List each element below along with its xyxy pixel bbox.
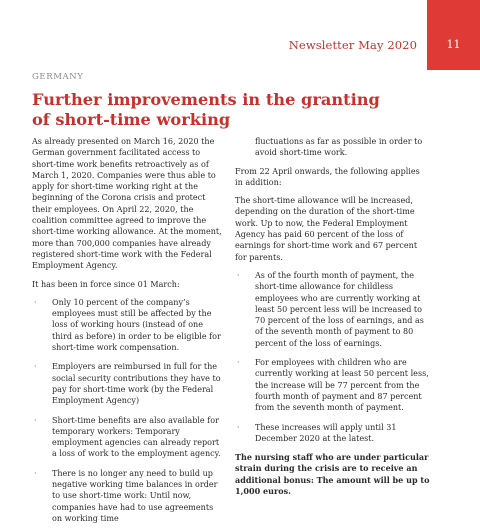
section-label: GERMANY [32, 72, 84, 82]
page-number-tab [427, 0, 480, 70]
page-number: 11 [446, 38, 461, 51]
in-force-paragraph: It has been in force since 01 March: [32, 279, 180, 289]
list-item [32, 297, 222, 353]
nursing-bonus-paragraph: The nursing staff who are under particular strain during the crisis are to receive an additional bonus: The amount will be up to 1,000 euros. [235, 452, 430, 497]
newsletter-header-title: Newsletter May 2020 [288, 38, 417, 52]
bullet-icon: · [34, 362, 37, 372]
list-item-text: There is no longer any need to build up negative working time balances in order to use short-time work: Until now, companies have had to use agreements on working time [52, 468, 218, 523]
bullet-icon: · [237, 422, 240, 432]
intro-paragraph: As already presented on March 16, 2020 the German government facilitated access to short-time work benefits retroactively as of March 1, 2020. Companies were thus able to apply for short-time working right at the beginning of the Corona crisis and protect their employees. On April 22, 2020, the coalition committee agreed to improve the short-time working allowance. At the moment, more than 700,000 companies have already registered short-time work with the Federal Employment Agency. [32, 137, 222, 271]
from-april-paragraph: From 22 April onwards, the following applies in addition: [235, 166, 420, 187]
list-item [235, 357, 430, 413]
right-column [235, 136, 430, 504]
list-item [32, 468, 222, 524]
list-item-text: As of the fourth month of payment, the short-time allowance for childless employees who are currently working at least 50 percent less will be increased to 70 percent of the loss of earnings, and as of the seventh month of payment to 80 percent of the loss of earnings. [255, 270, 424, 348]
list-item-text: Only 10 percent of the company’s employees must still be affected by the loss of working hours (instead of one third as before) in order to be eligible for short-time work compensation. [52, 297, 221, 353]
right-bullet-list [235, 270, 430, 444]
list-item-text: These increases will apply until 31 December 2020 at the latest. [255, 422, 397, 443]
left-bullet-list [32, 297, 222, 524]
list-item-text: Short-time benefits are also available for temporary workers: Temporary employment agencies can already report a loss of work to the employment agency. [52, 415, 221, 459]
list-item [235, 270, 430, 349]
bullet-icon: · [34, 297, 37, 307]
bullet-icon: · [237, 270, 240, 280]
continuation-text: fluctuations as far as possible in order to avoid short-time work. [255, 137, 423, 158]
list-item [32, 415, 222, 460]
allowance-paragraph: The short-time allowance will be increased, depending on the duration of the short-time work. Up to now, the Federal Employment Agency has paid 60 percent of the loss of earnings for short-time work and 67 percent for parents. [235, 196, 418, 262]
bullet-icon: · [237, 358, 240, 368]
bullet-icon: · [34, 468, 37, 478]
article-title: Further improvements in the granting of short-time working [32, 90, 380, 129]
list-item-text: For employees with children who are currently working at least 50 percent less, the increase will be 77 percent from the fourth month of payment and 87 percent from the seventh month of payment. [255, 358, 429, 413]
bullet-icon: · [34, 415, 37, 425]
list-item-text: Employers are reimbursed in full for the social security contributions they have to pay for short-time work (by the Federal Employment Agency) [52, 362, 221, 406]
left-column [32, 136, 222, 532]
list-item [235, 422, 430, 445]
list-item [32, 361, 222, 406]
